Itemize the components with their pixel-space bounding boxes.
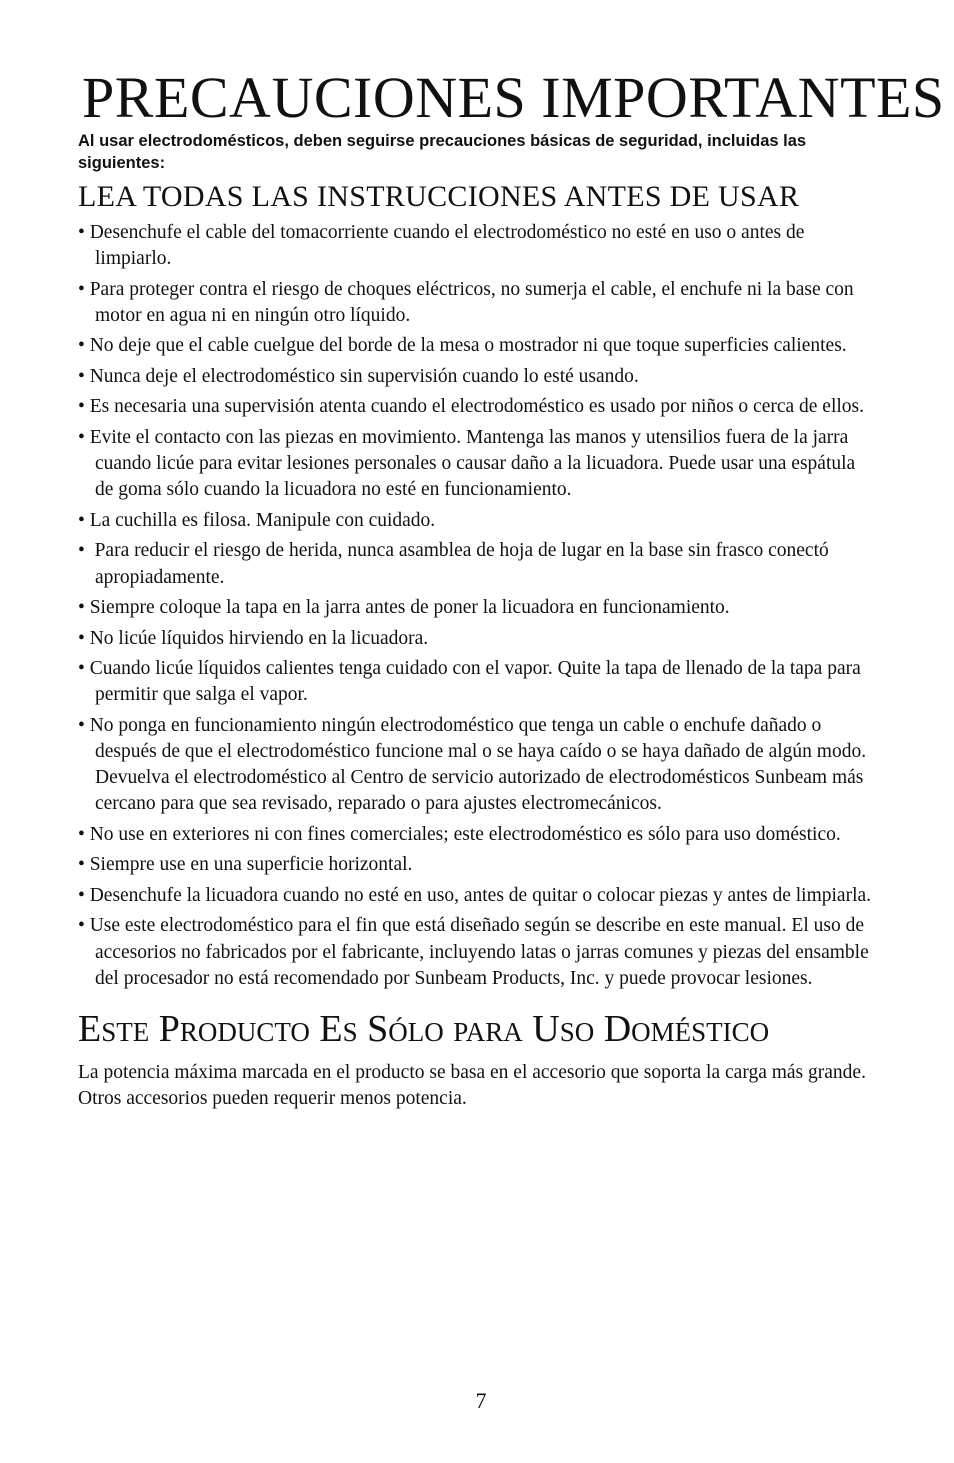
household-heading: Este Producto Es Sólo para Uso Doméstico <box>78 1007 770 1050</box>
list-item: • La cuchilla es filosa. Manipule con cuidado. <box>78 508 878 534</box>
list-item: • No use en exteriores ni con fines comerciales; este electrodoméstico es sólo para uso doméstico. <box>78 822 878 848</box>
document-page <box>78 65 945 1112</box>
page-title: PRECAUCIONES IMPORTANTES <box>82 65 945 130</box>
page-number: 7 <box>475 1388 487 1413</box>
list-item: • Cuando licúe líquidos calientes tenga cuidado con el vapor. Quite la tapa de llenado de la tapa para permitir que salga el vapor. <box>78 656 878 708</box>
list-item: • Siempre coloque la tapa en la jarra antes de poner la licuadora en funcionamiento. <box>78 595 878 621</box>
list-item: • Para proteger contra el riesgo de choques eléctricos, no sumerja el cable, el enchufe ni la base con motor en agua ni en ningún otro líquido. <box>78 277 878 329</box>
section-heading: LEA TODAS LAS INSTRUCCIONES ANTES DE USAR <box>78 180 800 213</box>
list-item: • No licúe líquidos hirviendo en la licuadora. <box>78 626 878 652</box>
list-item: • Siempre use en una superficie horizontal. <box>78 852 878 878</box>
list-item: • No ponga en funcionamiento ningún electrodoméstico que tenga un cable o enchufe dañado o después de que el electrodoméstico funcione mal o se haya caído o se haya dañado de algún modo. Devuelva el electrodoméstico al Centro de servicio autorizado de electrodomésticos Sunbeam más cercano para que sea revisado, reparado o para ajustes electromecánicos. <box>78 713 878 818</box>
list-item: • Use este electrodoméstico para el fin que está diseñado según se describe en este manual. El uso de accesorios no fabricados por el fabricante, incluyendo latas o jarras comunes y piezas del ensamble del procesador no está recomendado por Sunbeam Products, Inc. y puede provocar lesiones. <box>78 913 878 992</box>
power-note: La potencia máxima marcada en el producto se basa en el accesorio que soporta la carga más grande. Otros accesorios pueden requerir menos potencia. <box>78 1061 866 1110</box>
list-item: • Nunca deje el electrodoméstico sin supervisión cuando lo esté usando. <box>78 364 878 390</box>
list-item: • Desenchufe la licuadora cuando no esté en uso, antes de quitar o colocar piezas y antes de limpiarla. <box>78 883 878 909</box>
list-item: • Es necesaria una supervisión atenta cuando el electrodoméstico es usado por niños o cerca de ellos. <box>78 394 878 420</box>
safety-list <box>78 220 878 992</box>
list-item: • Para reducir el riesgo de herida, nunca asamblea de hoja de lugar en la base sin frasco conectó apropiadamente. <box>78 538 878 590</box>
list-item: • Desenchufe el cable del tomacorriente cuando el electrodoméstico no esté en uso o antes de limpiarlo. <box>78 220 878 272</box>
list-item: • No deje que el cable cuelgue del borde de la mesa o mostrador ni que toque superficies calientes. <box>78 333 878 359</box>
intro-text: Al usar electrodomésticos, deben seguirse precauciones básicas de seguridad, incluidas las siguientes: <box>78 132 807 172</box>
list-item: • Evite el contacto con las piezas en movimiento. Mantenga las manos y utensilios fuera de la jarra cuando licúe para evitar lesiones personales o causar daño a la licuadora. Puede usar una espátula de goma sólo cuando la licuadora no esté en funcionamiento. <box>78 425 878 504</box>
